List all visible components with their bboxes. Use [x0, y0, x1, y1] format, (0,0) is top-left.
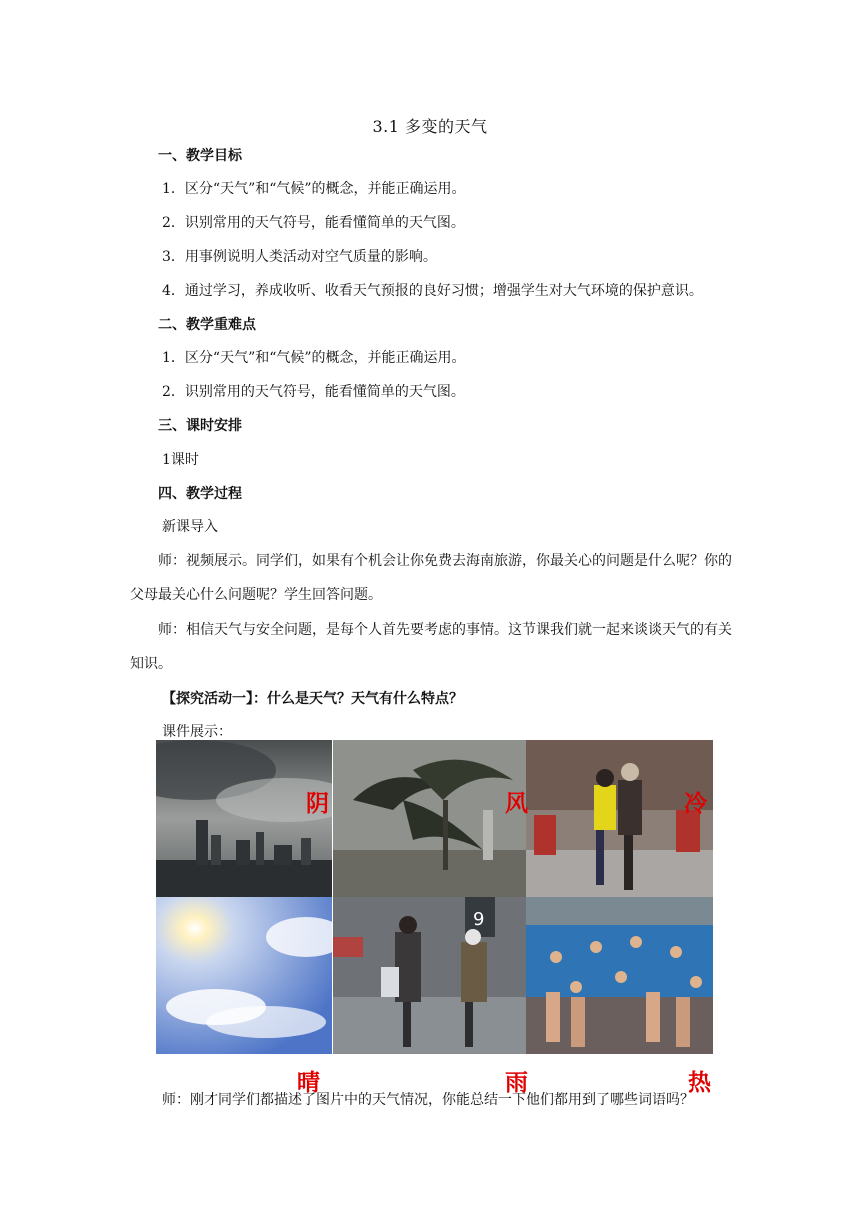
sunny-photo — [156, 897, 332, 1054]
key-point-item: 1．区分“天气”和“气候”的概念，并能正确运用。 — [162, 350, 466, 366]
goals-heading: 一、教学目标 — [158, 148, 242, 164]
process-heading: 四、教学过程 — [158, 486, 242, 502]
goal-item: 1．区分“天气”和“气候”的概念，并能正确运用。 — [162, 181, 466, 197]
goal-item: 3．用事例说明人类活动对空气质量的影响。 — [162, 249, 437, 265]
label-hot: 热 — [688, 1070, 711, 1096]
label-sunny: 晴 — [297, 1070, 320, 1096]
rain-photo — [333, 897, 526, 1054]
key-points-heading: 二、教学重难点 — [158, 317, 256, 333]
goal-item: 4．通过学习，养成收听、收看天气预报的良好习惯；增强学生对大气环境的保护意识。 — [162, 283, 703, 299]
label-cold: 冷 — [684, 791, 707, 817]
activity-heading: 【探究活动一】：什么是天气？天气有什么特点？ — [162, 691, 463, 707]
key-point-item: 2．识别常用的天气符号，能看懂简单的天气图。 — [162, 384, 465, 400]
paragraph-intro: 师：视频展示。同学们，如果有个机会让你免费去海南旅游，你最关心的问题是什么呢？你的父母最关心什么问题呢？学生回答问题。 — [130, 553, 732, 603]
page-title: 3.1 多变的天气 — [372, 117, 488, 136]
cold-photo — [526, 740, 713, 897]
paragraph-safety: 师：相信天气与安全问题，是每个人首先要考虑的事情。这节课我们就一起来谈谈天气的有关知识。 — [130, 622, 732, 672]
overcast-photo — [156, 740, 332, 897]
goal-item: 2．识别常用的天气符号，能看懂简单的天气图。 — [162, 215, 465, 231]
courseware-label: 课件展示： — [162, 724, 232, 740]
schedule-text: 1课时 — [162, 452, 199, 468]
schedule-heading: 三、课时安排 — [158, 418, 242, 434]
paragraph-summary: 师：刚才同学们都描述了图片中的天气情况，你能总结一下他们都用到了哪些词语吗？ — [162, 1092, 694, 1108]
wind-photo — [333, 740, 526, 897]
hot-photo — [526, 897, 713, 1054]
svg-text:9: 9 — [473, 909, 485, 930]
label-wind: 风 — [505, 791, 528, 817]
intro-label: 新课导入 — [162, 519, 218, 535]
label-rain: 雨 — [505, 1070, 528, 1096]
label-overcast: 阴 — [306, 791, 329, 817]
